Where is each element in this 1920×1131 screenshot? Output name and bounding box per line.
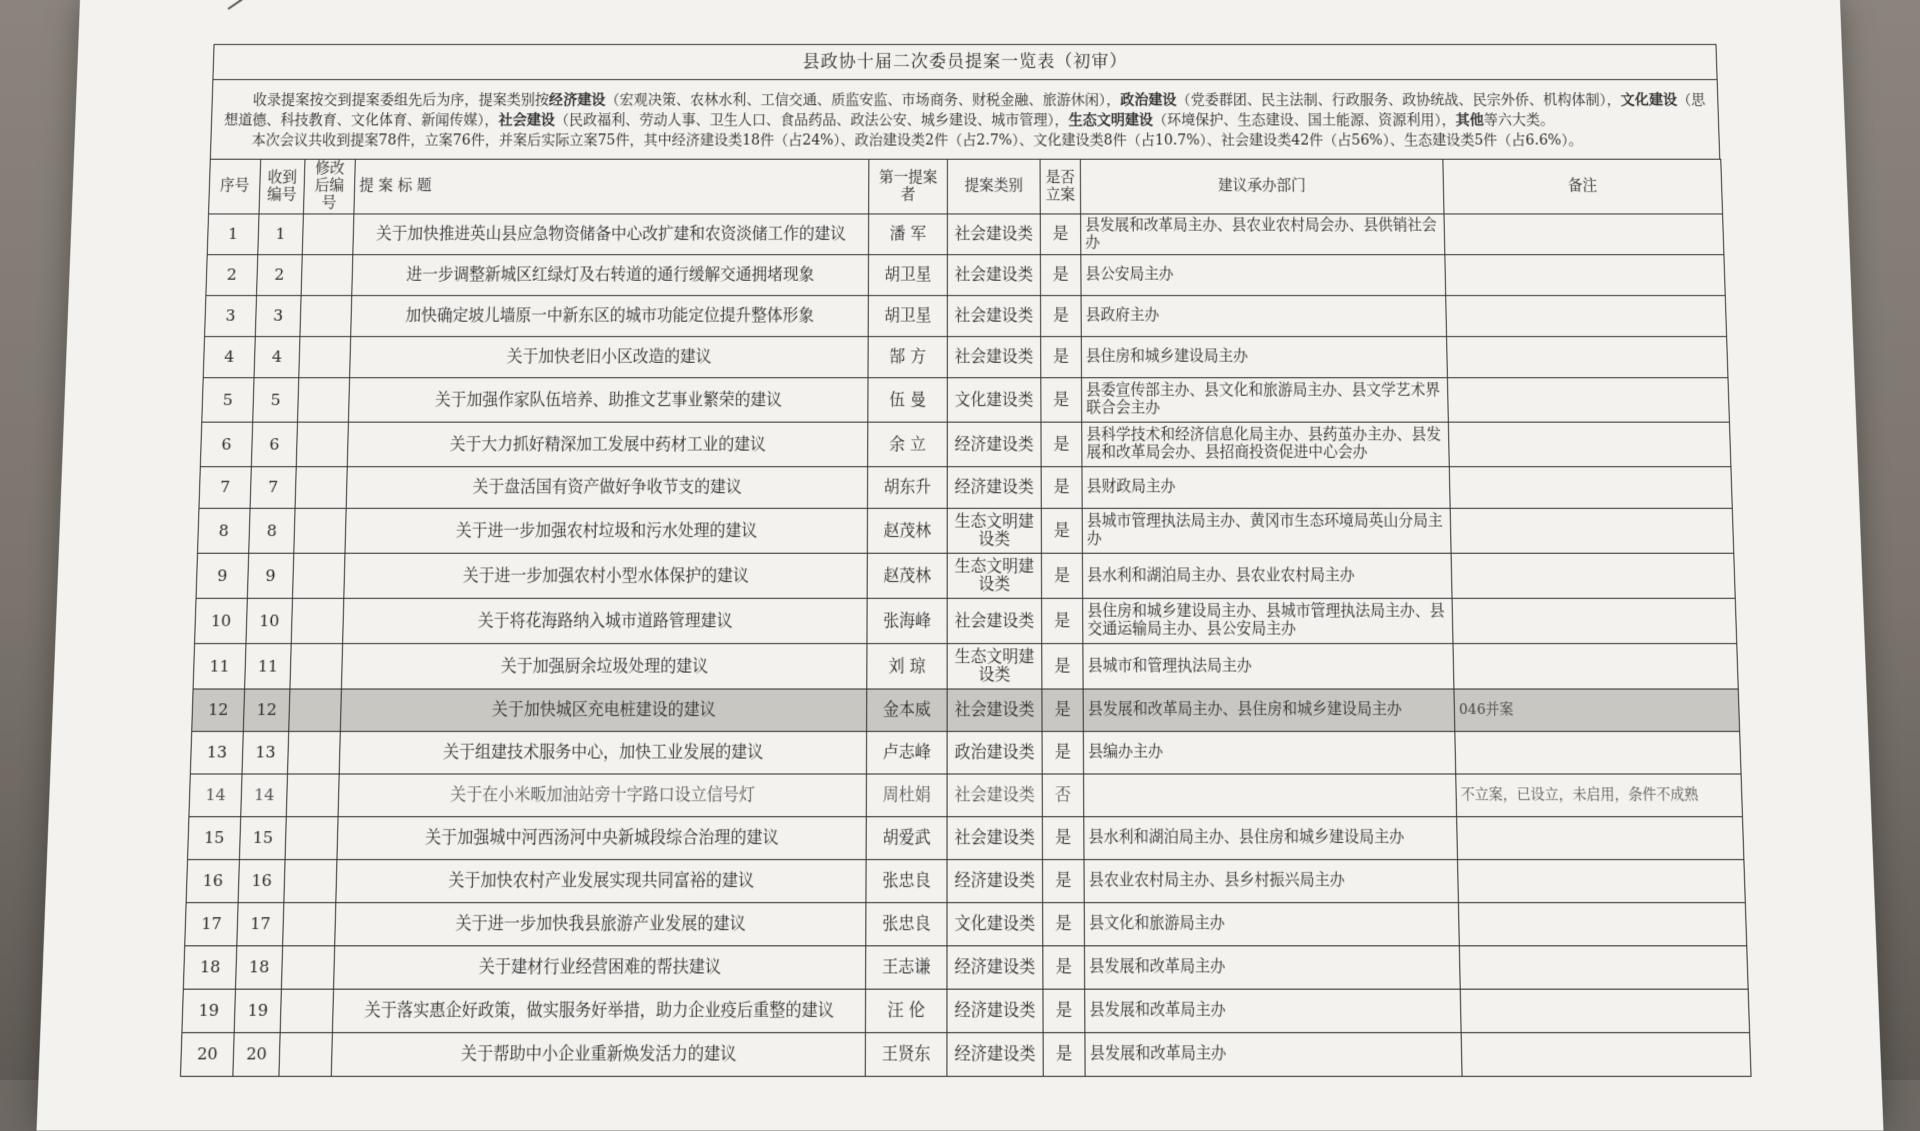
cell-seq: 11 <box>193 644 246 689</box>
table-header-row <box>209 159 1723 214</box>
cell-title: 关于加快推进英山县应急物资储备中心改扩建和农资淡储工作的建议 <box>353 214 869 255</box>
cell-note <box>1448 422 1731 467</box>
cell-dept: 县政府主办 <box>1081 296 1447 337</box>
cell-accepted: 是 <box>1042 689 1083 731</box>
table-row <box>205 296 1727 337</box>
cell-revised <box>286 774 339 817</box>
cell-proposer: 汪 伦 <box>865 989 947 1033</box>
cell-dept: 县农业农村局主办、县乡村振兴局主办 <box>1084 860 1458 903</box>
cell-received: 18 <box>235 946 282 989</box>
cell-title: 关于将花海路纳入城市道路管理建议 <box>343 598 868 643</box>
cell-revised <box>291 598 344 643</box>
cell-accepted: 否 <box>1042 774 1084 817</box>
cell-proposer: 胡东升 <box>867 467 947 509</box>
cell-received: 12 <box>243 689 290 731</box>
cell-dept: 县住房和城乡建设局主办 <box>1081 337 1447 378</box>
cell-seq: 10 <box>195 598 248 643</box>
cell-note <box>1453 644 1738 689</box>
cell-note <box>1452 598 1737 643</box>
cell-proposer: 赵茂林 <box>867 553 947 598</box>
cell-category: 经济建设类 <box>947 467 1041 509</box>
cell-seq: 14 <box>189 774 242 817</box>
intro-text: （党委群团、民主法制、行政服务、政协统战、民宗外侨、机构体制）， <box>1176 92 1621 109</box>
cell-title: 加快确定坡儿墙原一中新东区的城市功能定位提升整体形象 <box>351 296 869 337</box>
cell-proposer: 胡卫星 <box>868 296 947 337</box>
cell-received: 16 <box>238 860 285 903</box>
cell-accepted: 是 <box>1042 731 1084 774</box>
cell-note: 046并案 <box>1454 689 1740 731</box>
cell-accepted: 是 <box>1041 378 1082 422</box>
cell-title: 关于加强厨余垃圾处理的建议 <box>341 644 867 689</box>
cell-revised <box>292 553 344 598</box>
cell-note <box>1444 214 1724 255</box>
cell-title: 关于进一步加强农村小型水体保护的建议 <box>344 553 868 598</box>
cell-received: 7 <box>250 467 296 509</box>
cell-revised <box>300 296 352 337</box>
header-received: 收到编号 <box>259 159 305 214</box>
cell-category: 政治建设类 <box>947 731 1042 774</box>
cell-note <box>1449 467 1732 509</box>
cell-revised <box>295 467 347 509</box>
cell-seq: 9 <box>196 553 249 598</box>
cell-note <box>1447 337 1728 378</box>
cell-title: 进一步调整新城区红绿灯及右转道的通行缓解交通拥堵现象 <box>352 255 869 296</box>
cell-revised <box>290 644 343 689</box>
cell-title: 关于帮助中小企业重新焕发活力的建议 <box>331 1033 865 1077</box>
cell-proposer: 金本威 <box>867 689 948 731</box>
cell-seq: 1 <box>207 214 259 255</box>
cell-dept: 县水利和湖泊局主办、县农业农村局主办 <box>1082 553 1452 598</box>
table-row <box>189 774 1743 817</box>
cell-revised <box>289 689 342 731</box>
table-row <box>188 817 1744 860</box>
cell-seq: 17 <box>185 903 238 946</box>
cell-note: 不立案，已设立，未启用，条件不成熟 <box>1456 774 1743 817</box>
table-row <box>186 860 1745 903</box>
cell-revised <box>284 860 337 903</box>
table-row <box>193 644 1738 689</box>
cell-seq: 7 <box>199 467 251 509</box>
cell-revised <box>301 255 353 296</box>
cell-revised <box>279 1033 332 1077</box>
cell-seq: 16 <box>186 860 239 903</box>
cell-revised <box>294 508 346 553</box>
cell-dept: 县城市和管理执法局主办 <box>1083 644 1454 689</box>
cell-category: 经济建设类 <box>947 946 1043 989</box>
cell-category: 生态文明建设类 <box>947 553 1041 598</box>
cell-category: 文化建设类 <box>947 378 1041 422</box>
cell-dept: 县住房和城乡建设局主办、县城市管理执法局主办、县交通运输局主办、县公安局主办 <box>1083 598 1453 643</box>
cell-seq: 8 <box>197 508 250 553</box>
cell-category: 社会建设类 <box>947 255 1040 296</box>
cell-proposer: 卢志峰 <box>866 731 947 774</box>
cell-seq: 4 <box>203 337 255 378</box>
cell-proposer: 赵茂林 <box>867 508 947 553</box>
cell-dept: 县财政局主办 <box>1082 467 1450 509</box>
cell-accepted: 是 <box>1042 860 1084 903</box>
cell-note <box>1458 860 1746 903</box>
proposal-sheet <box>180 44 1751 1077</box>
header-accepted: 是否立案 <box>1040 159 1081 214</box>
intro-text: 本次会议共收到提案78件，立案76件，并案后实际立案75件，其中经济建设类18件（占24%）、政治建设类2件（占2.7%）、文化建设类8件（占10.7%）、社会建设类42件（占56%）、生态建设类5件（占6.6%）。 <box>251 132 1583 149</box>
cell-title: 关于大力抓好精深加工发展中药材工业的建议 <box>347 422 868 467</box>
cell-note <box>1460 989 1749 1033</box>
table-row <box>197 508 1733 553</box>
cell-proposer: 潘 军 <box>868 214 947 255</box>
cell-category: 生态文明建设类 <box>947 644 1042 689</box>
cell-dept <box>1084 774 1457 817</box>
pen-mark <box>228 0 264 34</box>
cell-proposer: 余 立 <box>868 422 948 467</box>
cell-accepted: 是 <box>1041 296 1082 337</box>
cell-seq: 19 <box>182 989 236 1033</box>
cell-dept: 县水利和湖泊局主办、县住房和城乡建设局主办 <box>1084 817 1458 860</box>
cell-revised <box>299 337 351 378</box>
cell-received: 20 <box>233 1033 280 1077</box>
cell-dept: 县文化和旅游局主办 <box>1084 903 1459 946</box>
cell-received: 13 <box>242 731 289 774</box>
document-paper <box>37 0 1884 1131</box>
table-row <box>206 255 1725 296</box>
cell-received: 5 <box>253 378 299 422</box>
cell-dept: 县科学技术和经济信息化局主办、县药茧办主办、县发展和改革局会办、县招商投资促进中心会办 <box>1082 422 1450 467</box>
cell-title: 关于进一步加快我县旅游产业发展的建议 <box>335 903 866 946</box>
cell-dept: 县委宣传部主办、县文化和旅游局主办、县文学艺术界联合会主办 <box>1081 378 1448 422</box>
cell-accepted: 是 <box>1040 214 1081 255</box>
cell-note <box>1447 378 1729 422</box>
cell-proposer: 郜 方 <box>868 337 947 378</box>
header-category: 提案类别 <box>947 159 1040 214</box>
intro-paragraph-2 <box>223 130 1707 150</box>
cell-accepted: 是 <box>1041 508 1082 553</box>
category-econ: 经济建设 <box>548 92 606 109</box>
table-row <box>185 903 1747 946</box>
cell-title: 关于加快农村产业发展实现共同富裕的建议 <box>336 860 866 903</box>
cell-received: 19 <box>234 989 281 1033</box>
cell-accepted: 是 <box>1041 422 1082 467</box>
cell-received: 15 <box>239 817 286 860</box>
header-dept: 建议承办部门 <box>1080 159 1444 214</box>
table-row <box>196 553 1735 598</box>
cell-accepted: 是 <box>1042 598 1083 643</box>
cell-received: 10 <box>246 598 293 643</box>
cell-accepted: 是 <box>1042 644 1083 689</box>
cell-category: 社会建设类 <box>947 817 1042 860</box>
cell-accepted: 是 <box>1041 467 1082 509</box>
cell-category: 社会建设类 <box>947 337 1041 378</box>
table-row <box>199 467 1732 509</box>
cell-dept: 县公安局主办 <box>1081 255 1446 296</box>
table-row <box>190 731 1741 774</box>
cell-seq: 2 <box>206 255 258 296</box>
cell-dept: 县发展和改革局主办 <box>1085 1033 1462 1077</box>
intro-text: （民政福利、劳动人事、卫生人口、食品药品、政法公安、城乡建设、城市管理）， <box>554 112 1069 129</box>
header-note: 备注 <box>1443 159 1723 214</box>
cell-received: 4 <box>254 337 300 378</box>
category-politics: 政治建设 <box>1120 92 1177 109</box>
cell-note <box>1450 508 1734 553</box>
cell-dept: 县编办主办 <box>1083 731 1455 774</box>
table-row <box>183 946 1748 989</box>
cell-proposer: 王志谦 <box>866 946 947 989</box>
cell-accepted: 是 <box>1043 1033 1085 1077</box>
cell-category: 经济建设类 <box>947 860 1043 903</box>
cell-dept: 县城市管理执法局主办、黄冈市生态环境局英山分局主办 <box>1082 508 1451 553</box>
cell-proposer: 张忠良 <box>866 860 947 903</box>
cell-received: 11 <box>245 644 292 689</box>
cell-title: 关于加强城中河西汤河中央新城段综合治理的建议 <box>337 817 866 860</box>
header-proposer: 第一提案者 <box>869 159 948 214</box>
cell-received: 14 <box>241 774 288 817</box>
cell-note <box>1455 731 1741 774</box>
cell-category: 生态文明建设类 <box>947 508 1041 553</box>
category-other: 其他 <box>1455 112 1484 129</box>
cell-category: 文化建设类 <box>947 903 1043 946</box>
header-seq: 序号 <box>209 159 261 214</box>
cell-proposer: 王贤东 <box>865 1033 947 1077</box>
intro-text: （宏观决策、农林水利、工信交通、质监安监、市场商务、财税金融、旅游休闲）， <box>605 92 1121 109</box>
cell-note <box>1457 817 1744 860</box>
category-culture: 文化建设 <box>1620 92 1678 109</box>
cell-seq: 18 <box>183 946 236 989</box>
cell-received: 9 <box>247 553 293 598</box>
cell-accepted: 是 <box>1040 255 1081 296</box>
cell-note <box>1461 1033 1751 1077</box>
cell-revised <box>283 903 336 946</box>
cell-dept: 县发展和改革局主办 <box>1085 989 1461 1033</box>
category-social: 社会建设 <box>498 112 556 129</box>
cell-accepted: 是 <box>1043 989 1085 1033</box>
proposal-table <box>180 159 1752 1077</box>
cell-seq: 13 <box>190 731 243 774</box>
cell-seq: 12 <box>192 689 245 731</box>
cell-title: 关于进一步加强农村垃圾和污水处理的建议 <box>345 508 868 553</box>
cell-received: 3 <box>255 296 301 337</box>
table-row <box>180 1033 1751 1077</box>
cell-accepted: 是 <box>1042 817 1084 860</box>
cell-seq: 3 <box>205 296 257 337</box>
cell-seq: 20 <box>180 1033 234 1077</box>
cell-revised <box>281 946 334 989</box>
cell-proposer: 胡爱武 <box>866 817 947 860</box>
cell-title: 关于加强作家队伍培养、助推文艺事业繁荣的建议 <box>348 378 868 422</box>
cell-note <box>1451 553 1735 598</box>
cell-title: 关于落实惠企好政策，做实服务好举措，助力企业疫后重整的建议 <box>332 989 865 1033</box>
cell-accepted: 是 <box>1043 903 1085 946</box>
header-revised: 修改后编号 <box>303 159 355 214</box>
cell-dept: 县发展和改革局主办 <box>1084 946 1460 989</box>
cell-proposer: 张忠良 <box>866 903 947 946</box>
cell-revised <box>285 817 338 860</box>
cell-accepted: 是 <box>1043 946 1085 989</box>
cell-revised <box>297 378 349 422</box>
cell-accepted: 是 <box>1041 337 1082 378</box>
cell-category: 社会建设类 <box>947 296 1040 337</box>
intro-text: 等六大类。 <box>1483 112 1555 129</box>
cell-title: 关于加快老旧小区改造的建议 <box>350 337 869 378</box>
cell-title: 关于加快城区充电桩建设的建议 <box>340 689 866 731</box>
table-row <box>200 422 1731 467</box>
cell-received: 8 <box>249 508 295 553</box>
cell-title: 关于在小米畈加油站旁十字路口设立信号灯 <box>338 774 866 817</box>
cell-title: 关于盘活国有资产做好争收节支的建议 <box>346 467 867 509</box>
intro-text: （思想道德、科技教育、文化体育、新闻传媒）， <box>223 92 1706 129</box>
cell-proposer: 胡卫星 <box>868 255 947 296</box>
cell-category: 社会建设类 <box>947 598 1042 643</box>
cell-seq: 15 <box>188 817 241 860</box>
table-row <box>192 689 1740 731</box>
table-row <box>195 598 1737 643</box>
cell-note <box>1459 946 1748 989</box>
table-row <box>207 214 1724 255</box>
intro-block <box>210 79 1720 159</box>
cell-received: 2 <box>257 255 303 296</box>
table-row <box>202 378 1730 422</box>
cell-proposer: 伍 曼 <box>868 378 947 422</box>
cell-dept: 县发展和改革局主办、县农业农村局会办、县供销社会办 <box>1081 214 1445 255</box>
cell-seq: 6 <box>200 422 252 467</box>
cell-title: 关于建材行业经营困难的帮扶建议 <box>334 946 866 989</box>
cell-category: 经济建设类 <box>947 422 1041 467</box>
cell-category: 经济建设类 <box>947 989 1043 1033</box>
cell-proposer: 张海峰 <box>867 598 947 643</box>
category-eco: 生态文明建设 <box>1068 112 1154 129</box>
table-row <box>203 337 1728 378</box>
cell-received: 6 <box>251 422 297 467</box>
cell-note <box>1445 255 1725 296</box>
cell-title: 关于组建技术服务中心，加快工业发展的建议 <box>339 731 866 774</box>
cell-category: 社会建设类 <box>947 214 1040 255</box>
cell-received: 17 <box>237 903 284 946</box>
cell-seq: 5 <box>202 378 254 422</box>
cell-category: 社会建设类 <box>947 689 1042 731</box>
cell-revised <box>302 214 354 255</box>
cell-category: 社会建设类 <box>947 774 1042 817</box>
intro-text: 收录提案按交到提案委组先后为序，提案类别按 <box>252 92 550 109</box>
cell-received: 1 <box>258 214 304 255</box>
cell-proposer: 刘 琼 <box>867 644 947 689</box>
header-title: 提 案 标 题 <box>354 159 869 214</box>
cell-revised <box>287 731 340 774</box>
cell-note <box>1458 903 1746 946</box>
document-title: 县政协十届二次委员提案一览表（初审） <box>212 44 1717 79</box>
intro-text: （环境保护、生态建设、国土能源、资源利用）， <box>1152 112 1456 129</box>
cell-category: 经济建设类 <box>947 1033 1043 1077</box>
table-row <box>182 989 1750 1033</box>
intro-paragraph-1 <box>224 90 1706 130</box>
cell-note <box>1446 296 1727 337</box>
cell-accepted: 是 <box>1041 553 1082 598</box>
cell-proposer: 周杜娟 <box>866 774 947 817</box>
cell-dept: 县发展和改革局主办、县住房和城乡建设局主办 <box>1083 689 1455 731</box>
cell-revised <box>296 422 348 467</box>
cell-revised <box>280 989 333 1033</box>
